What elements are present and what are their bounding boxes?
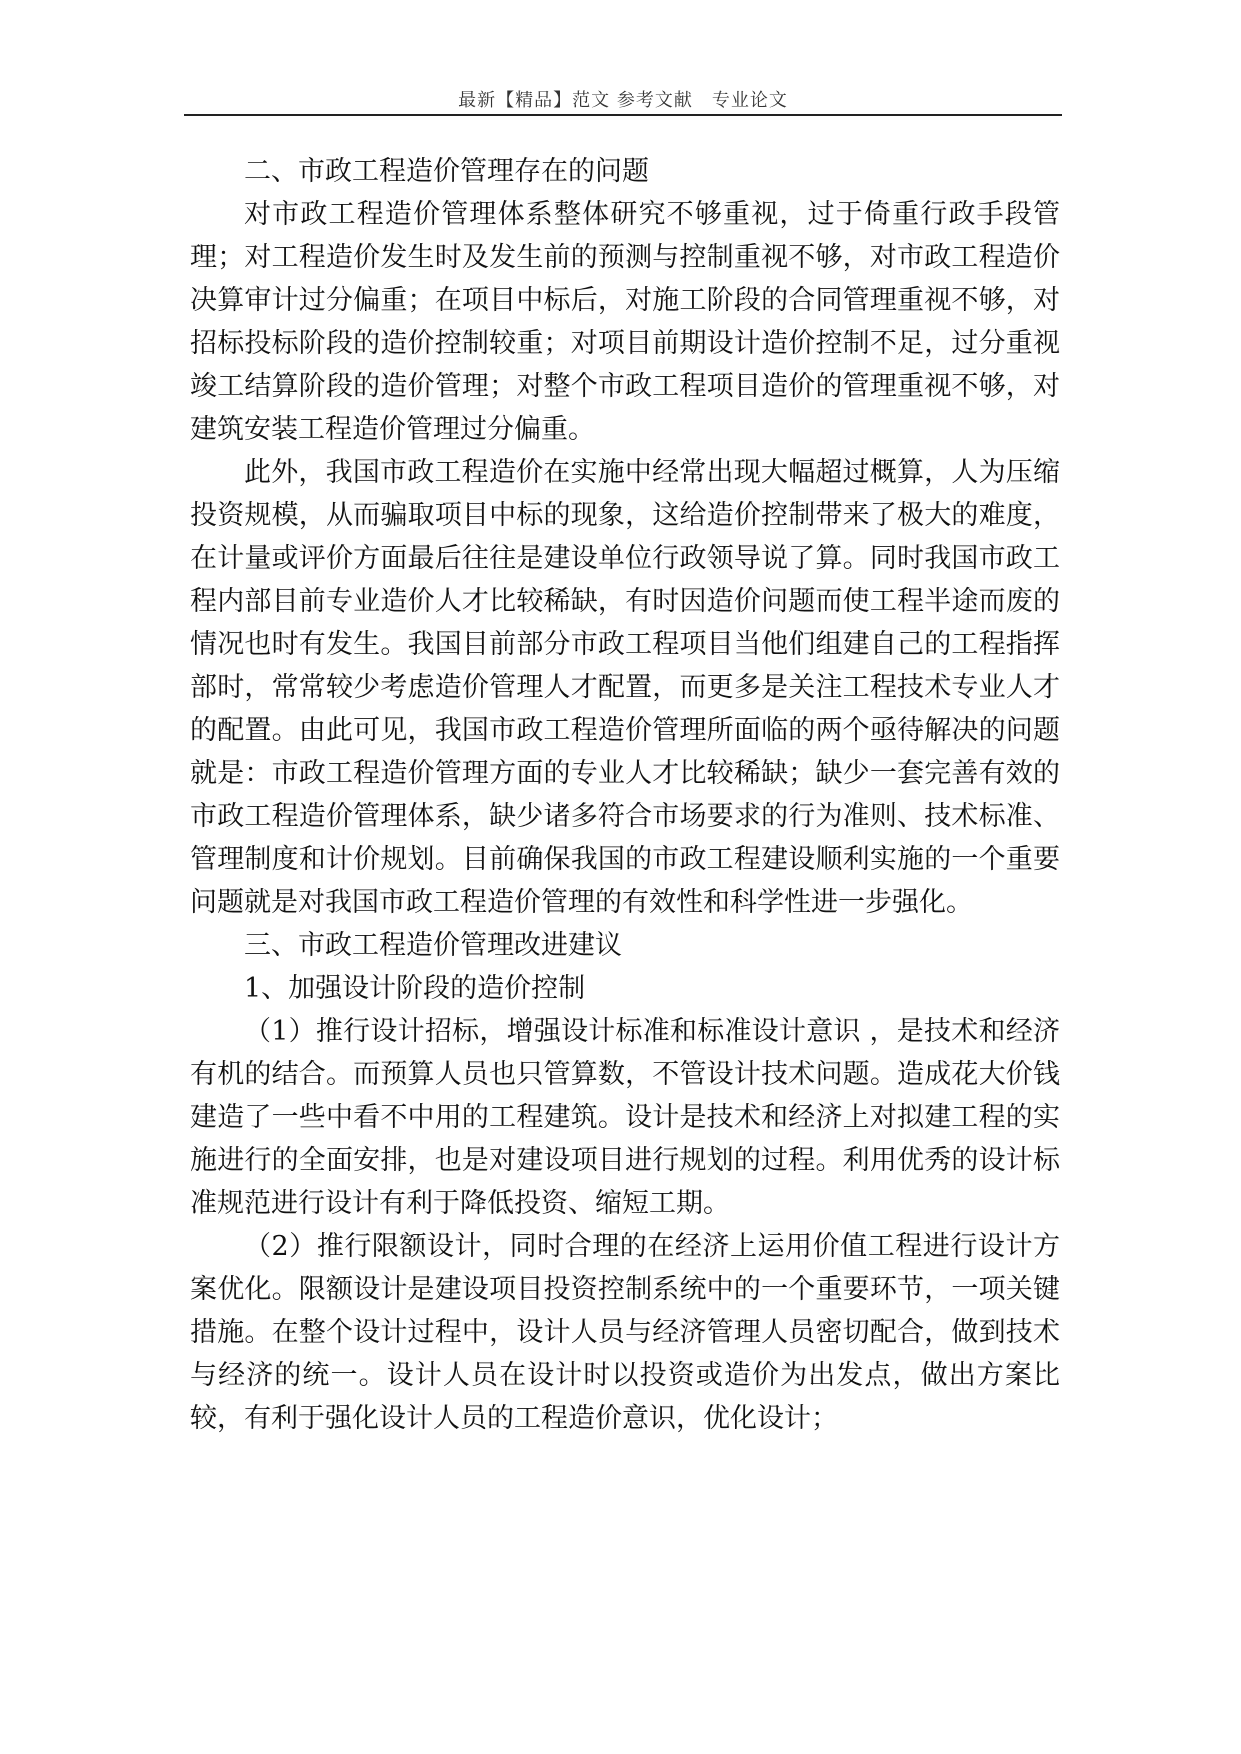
paragraph: （2）推行限额设计，同时合理的在经济上运用价值工程进行设计方案优化。限额设计是建设项目投资控制系统中的一个重要环节，一项关键措施。在整个设计过程中，设计人员与经济管理人员密切配合，做到技术与经济的统一。设计人员在设计时以投资或造价为出发点，做出方案比较，有利于强化设计人员的工程造价意识，优化设计；	[190, 1231, 1060, 1434]
section-heading-suggestions: 三、市政工程造价管理改进建议	[244, 930, 622, 961]
paragraph: 此外，我国市政工程造价在实施中经常出现大幅超过概算，人为压缩投资规模，从而骗取项目中标的现象，这给造价控制带来了极大的难度，在计量或评价方面最后往往是建设单位行政领导说了算。同时我国市政工程内部目前专业造价人才比较稀缺，有时因造价问题而使工程半途而废的情况也时有发生。我国目前部分市政工程项目当他们组建自己的工程指挥部时，常常较少考虑造价管理人才配置，而更多是关注工程技术专业人才的配置。由此可见，我国市政工程造价管理所面临的两个亟待解决的问题就是：市政工程造价管理方面的专业人才比较稀缺；缺少一套完善有效的市政工程造价管理体系，缺少诸多符合市场要求的行为准则、技术标准、管理制度和计价规划。目前确保我国的市政工程建设顺利实施的一个重要问题就是对我国市政工程造价管理的有效性和科学性进一步强化。	[190, 457, 1060, 918]
header-divider	[184, 114, 1062, 116]
document-body	[190, 150, 1060, 1440]
paragraph: 对市政工程造价管理体系整体研究不够重视，过于倚重行政手段管理；对工程造价发生时及发生前的预测与控制重视不够，对市政工程造价决算审计过分偏重；在项目中标后，对施工阶段的合同管理重视不够，对招标投标阶段的造价控制较重；对项目前期设计造价控制不足，过分重视竣工结算阶段的造价管理；对整个市政工程项目造价的管理重视不够，对建筑安装工程造价管理过分偏重。	[190, 199, 1060, 445]
section-heading-problems: 二、市政工程造价管理存在的问题	[244, 156, 649, 187]
paragraph: （1）推行设计招标，增强设计标准和标准设计意识 ，是技术和经济有机的结合。而预算人员也只管算数，不管设计技术问题。造成花大价钱建造了一些中看不中用的工程建筑。设计是技术和经济上对拟建工程的实施进行的全面安排，也是对建设项目进行规划的过程。利用优秀的设计标准规范进行设计有利于降低投资、缩短工期。	[190, 1016, 1060, 1219]
subsection-heading: 1、加强设计阶段的造价控制	[244, 973, 586, 1004]
page-header: 最新【精品】范文 参考文献 专业论文	[458, 90, 788, 111]
